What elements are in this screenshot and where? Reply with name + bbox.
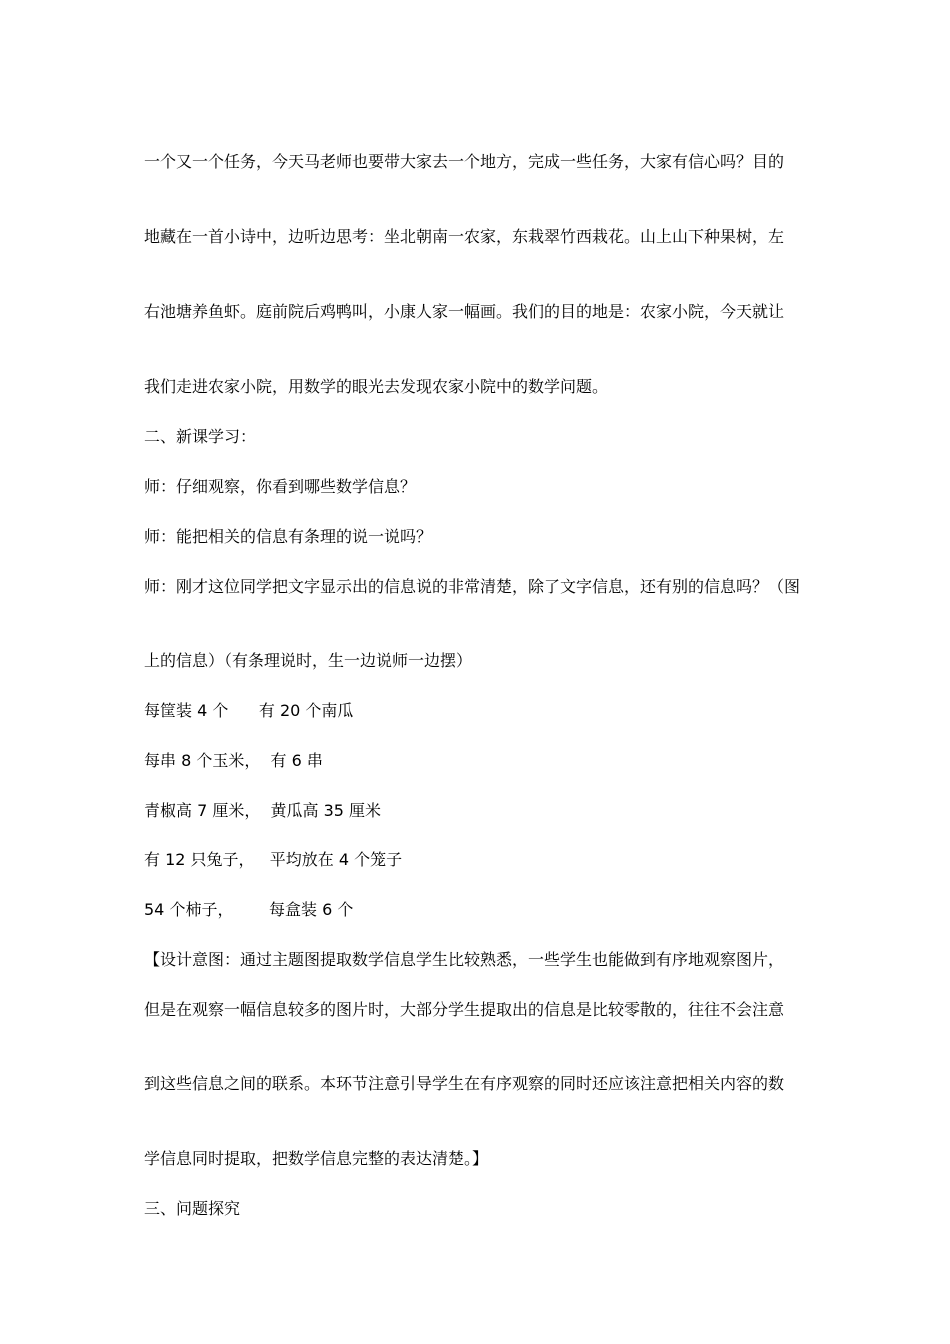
design-intent-2: 但是在观察一幅信息较多的图片时，大部分学生提取出的信息是比较零散的，往往不会注意: [144, 1000, 785, 1019]
design-intent-4: 学信息同时提取，把数学信息完整的表达清楚。】: [144, 1149, 489, 1168]
teacher-question-3-continued: 上的信息）（有条理说时，生一边说师一边摆）: [144, 651, 473, 670]
teacher-question-1: 师：仔细观察，你看到哪些数学信息？: [144, 477, 417, 496]
section-heading-new-lesson: 二、新课学习：: [144, 427, 257, 446]
paragraph-intro-2: 地藏在一首小诗中，边听边思考：坐北朝南一农家，东栽翠竹西栽花。山上山下种果树，左: [144, 227, 785, 246]
info-item-persimmons: 54 个柿子， 每盒装 6 个: [144, 900, 354, 919]
info-item-pumpkins: 每筐装 4 个 有 20 个南瓜: [144, 701, 354, 720]
info-item-pepper-cucumber: 青椒高 7 厘米， 黄瓜高 35 厘米: [144, 801, 382, 820]
design-intent-1: 【设计意图：通过主题图提取数学信息学生比较熟悉，一些学生也能做到有序地观察图片，: [144, 950, 785, 969]
design-intent-3: 到这些信息之间的联系。本环节注意引导学生在有序观察的同时还应该注意把相关内容的数: [144, 1074, 785, 1093]
paragraph-intro-1: 一个又一个任务，今天马老师也要带大家去一个地方，完成一些任务，大家有信心吗？目的: [144, 152, 785, 171]
section-heading-problem-exploration: 三、问题探究: [144, 1199, 241, 1218]
paragraph-intro-3: 右池塘养鱼虾。庭前院后鸡鸭叫，小康人家一幅画。我们的目的地是：农家小院，今天就让: [144, 302, 785, 321]
paragraph-intro-4: 我们走进农家小院，用数学的眼光去发现农家小院中的数学问题。: [144, 377, 609, 396]
teacher-question-3: 师：刚才这位同学把文字显示出的信息说的非常清楚，除了文字信息，还有别的信息吗？（图: [144, 577, 801, 596]
info-item-corn: 每串 8 个玉米， 有 6 串: [144, 751, 323, 770]
info-item-rabbits: 有 12 只兔子， 平均放在 4 个笼子: [144, 850, 403, 869]
teacher-question-2: 师：能把相关的信息有条理的说一说吗？: [144, 527, 433, 546]
